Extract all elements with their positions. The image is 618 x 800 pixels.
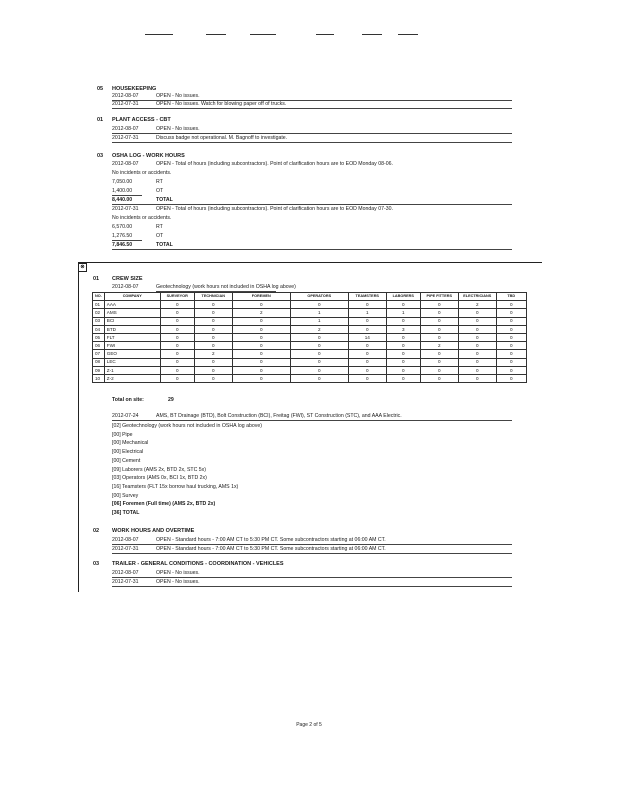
underline	[112, 142, 512, 143]
table-cell: 0	[420, 374, 458, 382]
table-cell: 0	[348, 374, 386, 382]
table-cell: 07	[93, 350, 105, 358]
column-header: NO.	[93, 293, 105, 301]
underline	[112, 586, 512, 587]
table-cell: 0	[232, 366, 290, 374]
header-line	[316, 34, 334, 35]
table-cell: 2	[458, 301, 496, 309]
table-cell: 0	[194, 325, 232, 333]
table-cell: 0	[386, 358, 420, 366]
table-cell: 0	[232, 333, 290, 341]
table-cell: 0	[458, 342, 496, 350]
table-row	[93, 366, 527, 374]
table-row	[93, 333, 527, 341]
entry-text: Discuss badge not operational. M. Bagnoff to investigate.	[156, 135, 288, 141]
hours-value: 7,050.00	[112, 179, 133, 185]
table-cell: 03	[93, 317, 105, 325]
table-cell: 0	[420, 301, 458, 309]
section-number: 03	[97, 153, 104, 159]
entry-row	[112, 546, 386, 552]
column-header: TECHNICIAN	[194, 293, 232, 301]
table-cell: 0	[458, 374, 496, 382]
table-cell: 0	[386, 333, 420, 341]
underline	[112, 577, 512, 578]
section-number: 03	[93, 561, 100, 567]
table-cell: 0	[160, 309, 194, 317]
table-row	[93, 325, 527, 333]
table-cell: 0	[232, 317, 290, 325]
section-title: WORK HOURS AND OVERTIME	[112, 528, 195, 534]
entry-date: 2012-07-31	[112, 579, 139, 585]
table-cell: 0	[458, 317, 496, 325]
table-cell: 0	[386, 350, 420, 358]
table-cell: 0	[194, 374, 232, 382]
table-cell: 0	[496, 366, 526, 374]
entry-text: AMS, BT Drainage (BTD), Bolt Construction (BCI), Freitag (FWI), ST Construction (STC), and AAA Electric.	[156, 413, 402, 419]
table-cell: 0	[420, 366, 458, 374]
entry-date: 2012-07-31	[112, 101, 139, 107]
table-cell: 06	[93, 342, 105, 350]
underline	[112, 133, 512, 134]
table-cell: 05	[93, 333, 105, 341]
underline	[112, 204, 512, 205]
table-cell: 0	[160, 358, 194, 366]
table-cell: 0	[290, 342, 348, 350]
table-cell: 0	[290, 358, 348, 366]
underline	[112, 240, 142, 241]
table-cell: 0	[290, 366, 348, 374]
table-cell: AMS	[104, 309, 160, 317]
table-cell: 0	[458, 309, 496, 317]
hours-value: 1,276.50	[112, 233, 133, 239]
table-row	[93, 374, 527, 382]
hours-label: TOTAL	[156, 242, 173, 248]
section-frame-top	[78, 262, 542, 263]
crew-line: [00] Survey	[112, 492, 139, 499]
table-cell: 1	[290, 317, 348, 325]
header-line	[250, 34, 276, 35]
table-cell: 0	[348, 317, 386, 325]
table-cell: 0	[232, 301, 290, 309]
header-line	[362, 34, 382, 35]
table-cell: 2	[290, 325, 348, 333]
table-cell: 3	[386, 325, 420, 333]
entry-text: OPEN - No issues.	[156, 126, 200, 132]
hours-label: RT	[156, 224, 163, 230]
table-row	[93, 301, 527, 309]
table-cell: 0	[420, 333, 458, 341]
entry-row	[112, 101, 286, 107]
table-cell: 0	[348, 342, 386, 350]
table-cell: 0	[348, 358, 386, 366]
table-cell: 1	[386, 309, 420, 317]
entry-row	[112, 537, 386, 543]
table-cell: 0	[348, 301, 386, 309]
underline	[112, 100, 512, 101]
hours-value: 1,400.00	[112, 188, 133, 194]
table-cell: 0	[290, 350, 348, 358]
table-cell: 0	[496, 358, 526, 366]
underline	[112, 195, 142, 196]
entry-text: OPEN - No issues. Watch for blowing paper off of trucks.	[156, 101, 287, 107]
page-number: Page 2 of 5	[296, 722, 322, 728]
table-cell: FLT	[104, 333, 160, 341]
table-cell: 0	[160, 325, 194, 333]
section-title: TRAILER - GENERAL CONDITIONS - COORDINATION - VEHICLES	[112, 561, 284, 567]
table-cell: 0	[194, 342, 232, 350]
table-cell: 0	[160, 301, 194, 309]
table-row	[93, 350, 527, 358]
table-cell: 2	[194, 350, 232, 358]
entry-text: OPEN - Standard hours - 7:00 AM CT to 5:30 PM CT. Some subcontractors starting at 06:00 AM CT.	[156, 546, 386, 552]
section-title: OSHA LOG - WORK HOURS	[112, 153, 185, 159]
table-cell: 0	[496, 317, 526, 325]
table-cell: 0	[386, 374, 420, 382]
entry-row	[112, 135, 287, 141]
column-header: LABORERS	[386, 293, 420, 301]
section-number: 05	[97, 86, 104, 92]
table-cell: 0	[348, 366, 386, 374]
table-cell: 0	[420, 325, 458, 333]
table-cell: 0	[348, 350, 386, 358]
table-cell: 04	[93, 325, 105, 333]
underline	[112, 108, 512, 109]
column-header: TBD	[496, 293, 526, 301]
table-cell: 0	[232, 358, 290, 366]
note: No incidents or accidents.	[112, 215, 172, 221]
table-cell: 0	[232, 325, 290, 333]
entry-text: OPEN - Standard hours - 7:00 AM CT to 5:30 PM CT. Some subcontractors starting at 06:00 AM CT.	[156, 537, 386, 543]
table-cell: 0	[496, 325, 526, 333]
crew-line: [09] Laborers (AMS 2x, BTD 2x, STC 5x)	[112, 466, 206, 473]
column-header: SURVEYOR	[160, 293, 194, 301]
table-cell: 0	[194, 358, 232, 366]
section-number: 01	[93, 276, 100, 282]
section-title: PLANT ACCESS - CBT	[112, 117, 171, 123]
entry-date: 2012-07-31	[112, 206, 139, 212]
table-cell: 01	[93, 301, 105, 309]
crew-line: [36] TOTAL	[112, 510, 140, 516]
table-cell: BTD	[104, 325, 160, 333]
table-cell: AAA	[104, 301, 160, 309]
entry-row	[112, 93, 200, 99]
entry-text: OPEN - No issues.	[156, 579, 200, 585]
entry-row	[112, 161, 393, 167]
hours-label: OT	[156, 188, 164, 194]
table-cell: 0	[160, 374, 194, 382]
table-cell: 0	[420, 309, 458, 317]
table-cell: 0	[458, 350, 496, 358]
section-title: CREW SIZE	[112, 276, 143, 282]
section-title: HOUSEKEEPING	[112, 86, 157, 92]
crew-line: [16] Teamsters (FLT 15x borrow haul trucking, AMS 1x)	[112, 483, 239, 490]
close-circle-icon: ⊗	[78, 263, 87, 272]
table-cell: LEC	[104, 358, 160, 366]
table-cell: 0	[496, 301, 526, 309]
column-header: PIPE FITTERS	[420, 293, 458, 301]
table-cell: 02	[93, 309, 105, 317]
table-cell: 1	[290, 309, 348, 317]
table-cell: 2	[232, 309, 290, 317]
entry-date: 2012-08-07	[112, 126, 139, 132]
table-cell: 0	[386, 342, 420, 350]
entry-text: OPEN - Total of hours (including subcontractors). Point of clarification hours are to EOD Monday 07-30.	[156, 206, 393, 212]
table-cell: 0	[232, 342, 290, 350]
hours-value: 8,440.00	[112, 197, 133, 203]
entry-text: OPEN - No issues.	[156, 570, 200, 576]
table-cell: 0	[420, 317, 458, 325]
entry-date: 2012-08-07	[112, 537, 139, 543]
crew-line: [06] Foremen (Full time) (AMS 2x, BTD 2x)	[112, 501, 216, 508]
entry-date: 2012-08-07	[112, 570, 139, 576]
total-label: Total on site:	[112, 397, 144, 403]
table-cell: 0	[160, 350, 194, 358]
table-cell: 0	[232, 350, 290, 358]
table-cell: BCI	[104, 317, 160, 325]
entry-date: 2012-08-07	[112, 284, 139, 290]
hours-value: 6,570.00	[112, 224, 133, 230]
table-cell: 0	[496, 309, 526, 317]
crew-line: [00] Pipe	[112, 431, 133, 438]
entry-date: 2012-08-07	[112, 161, 139, 167]
entry-row	[112, 413, 402, 419]
column-header: OPERATORS	[290, 293, 348, 301]
table-cell: 14	[348, 333, 386, 341]
entry-date: 2012-07-24	[112, 413, 139, 419]
table-cell: 0	[420, 358, 458, 366]
column-header: ELECTRICIANS	[458, 293, 496, 301]
entry-date: 2012-08-07	[112, 93, 139, 99]
crew-line: [00] Electrical	[112, 449, 144, 456]
crew-line: [03] Operators (AMS 0x, BCI 1x, BTD 2x)	[112, 475, 207, 482]
hours-row	[112, 242, 173, 248]
table-row	[93, 358, 527, 366]
table-cell: 0	[458, 366, 496, 374]
table-cell: 0	[386, 366, 420, 374]
table-cell: 0	[496, 374, 526, 382]
table-cell: 0	[160, 317, 194, 325]
table-cell: 0	[420, 350, 458, 358]
table-cell: 0	[290, 333, 348, 341]
table-cell: 0	[386, 301, 420, 309]
table-cell: 0	[232, 374, 290, 382]
table-cell: 08	[93, 358, 105, 366]
table-cell: 0	[194, 309, 232, 317]
entry-row	[112, 570, 200, 576]
table-row	[93, 317, 527, 325]
table-cell: 0	[386, 317, 420, 325]
entry-date: 2012-07-31	[112, 135, 139, 141]
underline	[112, 420, 512, 421]
table-cell: 10	[93, 374, 105, 382]
table-cell: Z-1	[104, 366, 160, 374]
table-cell: 2	[420, 342, 458, 350]
table-cell: 0	[160, 342, 194, 350]
entry-row	[112, 206, 393, 212]
table-row	[93, 342, 527, 350]
entry-date: 2012-07-31	[112, 546, 139, 552]
entry-text: Geotechnology (work hours not included in OSHA log above)	[156, 284, 296, 290]
table-cell: 0	[496, 350, 526, 358]
note: No incidents or accidents.	[112, 170, 172, 176]
hours-row	[112, 224, 163, 230]
hours-value: 7,846.50	[112, 242, 133, 248]
table-cell: 0	[458, 325, 496, 333]
hours-row	[112, 197, 173, 203]
crew-line: [00] Mechanical	[112, 440, 149, 447]
table-header-row	[93, 293, 527, 301]
hours-row	[112, 233, 163, 239]
table-cell: 0	[160, 366, 194, 374]
table-cell: 0	[496, 333, 526, 341]
column-header: COMPANY	[104, 293, 160, 301]
table-cell: GEO	[104, 350, 160, 358]
header-line	[398, 34, 418, 35]
total-row	[112, 397, 174, 403]
entry-row	[112, 579, 200, 585]
entry-text: OPEN - No issues.	[156, 93, 200, 99]
underline	[112, 553, 512, 554]
table-cell: FWI	[104, 342, 160, 350]
column-header: TEAMSTERS	[348, 293, 386, 301]
crew-line: [00] Cement	[112, 457, 141, 464]
table-cell: 0	[496, 342, 526, 350]
table-cell: 0	[194, 301, 232, 309]
hours-label: TOTAL	[156, 197, 173, 203]
underline	[112, 544, 512, 545]
table-cell: 09	[93, 366, 105, 374]
table-cell: Z-2	[104, 374, 160, 382]
hours-label: OT	[156, 233, 164, 239]
table-cell: 0	[458, 358, 496, 366]
table-row	[93, 309, 527, 317]
header-line	[145, 34, 173, 35]
section-number: 01	[97, 117, 104, 123]
entry-row	[112, 284, 296, 290]
hours-label: RT	[156, 179, 163, 185]
table-cell: 0	[194, 333, 232, 341]
column-header: FOREMEN	[232, 293, 290, 301]
table-cell: 0	[194, 366, 232, 374]
table-cell: 0	[290, 374, 348, 382]
total-value: 29	[168, 397, 174, 403]
entry-row	[112, 126, 200, 132]
hours-row	[112, 188, 163, 194]
table-cell: 0	[348, 325, 386, 333]
table-cell: 0	[290, 301, 348, 309]
entry-text: OPEN - Total of hours (including subcontractors). Point of clarification hours are to EOD Monday 08-06.	[156, 161, 393, 167]
table-cell: 0	[160, 333, 194, 341]
header-line	[206, 34, 226, 35]
section-frame-left	[78, 262, 79, 592]
section-number: 02	[93, 528, 100, 534]
underline	[112, 249, 512, 250]
hours-row	[112, 179, 163, 185]
crew-line: [02] Geotechnology (work hours not included in OSHA log above)	[112, 423, 262, 429]
table-cell: 0	[458, 333, 496, 341]
table-cell: 0	[194, 317, 232, 325]
table-cell: 1	[348, 309, 386, 317]
crew-table	[92, 292, 527, 383]
